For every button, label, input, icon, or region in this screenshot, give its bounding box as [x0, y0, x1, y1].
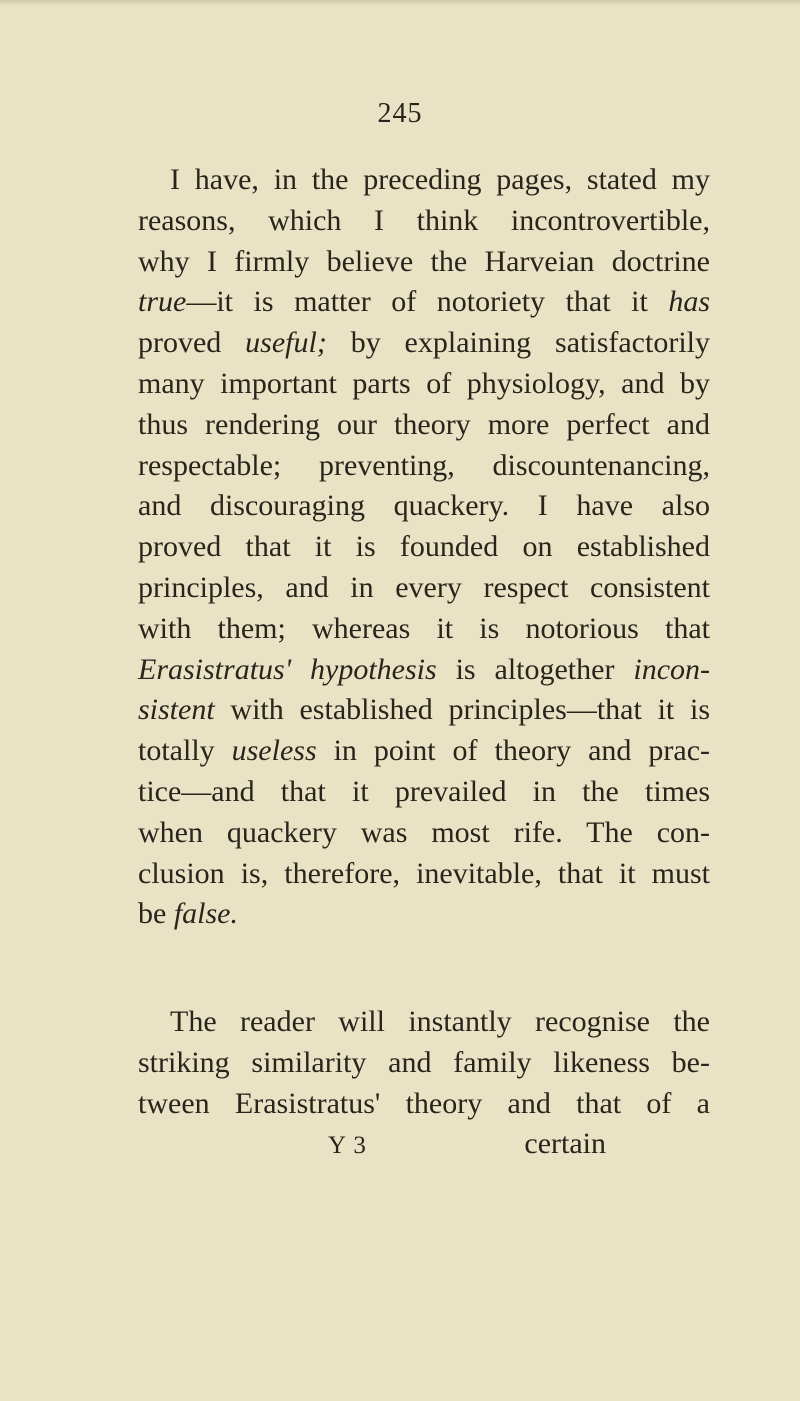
text-line: Erasistratus' hypothesis is altogether incon-: [138, 652, 710, 686]
text-line: clusion is, therefore, inevitable, that it must: [138, 856, 710, 890]
text-line: tice—and that it prevailed in the times: [138, 774, 710, 808]
text-line: sistent with established principles—that it is: [138, 693, 710, 727]
italic-phrase: false.: [173, 897, 238, 931]
italic-phrase: incon-: [633, 652, 710, 686]
text-line: proved that it is founded on established: [138, 530, 710, 564]
text-line: true—it is matter of notoriety that it has: [138, 285, 710, 319]
text-line: why I firmly believe the Harveian doctrine: [138, 244, 710, 278]
page-number: 245: [377, 98, 423, 129]
paragraph-1: [138, 160, 710, 935]
italic-phrase: true: [138, 285, 187, 319]
italic-phrase: Erasistratus' hypothesis: [138, 652, 437, 686]
text-line: principles, and in every respect consistent: [138, 570, 710, 604]
catchword: certain: [524, 1127, 606, 1161]
text-line: many important parts of physiology, and by: [138, 366, 710, 400]
text-line: striking similarity and family likeness be-: [138, 1045, 710, 1079]
page-edge: [0, 0, 800, 6]
italic-phrase: useful;: [245, 326, 327, 360]
text-line: when quackery was most rife. The con-: [138, 815, 710, 849]
catch-line: [138, 1124, 710, 1165]
text-line: respectable; preventing, discountenancing,: [138, 448, 710, 482]
text-line: proved useful; by explaining satisfactorily: [138, 326, 710, 360]
signature-mark: Y 3: [328, 1132, 367, 1160]
paragraph-2: [138, 1002, 710, 1165]
italic-phrase: has: [668, 285, 710, 319]
text-line: The reader will instantly recognise the: [170, 1005, 710, 1038]
italic-phrase: useless: [231, 734, 317, 768]
text-line: reasons, which I think incontrovertible,: [138, 203, 710, 237]
text-line: be false.: [138, 897, 238, 931]
text-line: and discouraging quackery. I have also: [138, 489, 710, 523]
text-line: tween Erasistratus' theory and that of a: [138, 1086, 710, 1120]
text-line: I have, in the preceding pages, stated my: [170, 163, 710, 196]
text-line: with them; whereas it is notorious that: [138, 611, 710, 645]
italic-phrase: sistent: [138, 693, 215, 727]
text-line: thus rendering our theory more perfect and: [138, 407, 710, 441]
text-line: totally useless in point of theory and prac-: [138, 734, 710, 768]
